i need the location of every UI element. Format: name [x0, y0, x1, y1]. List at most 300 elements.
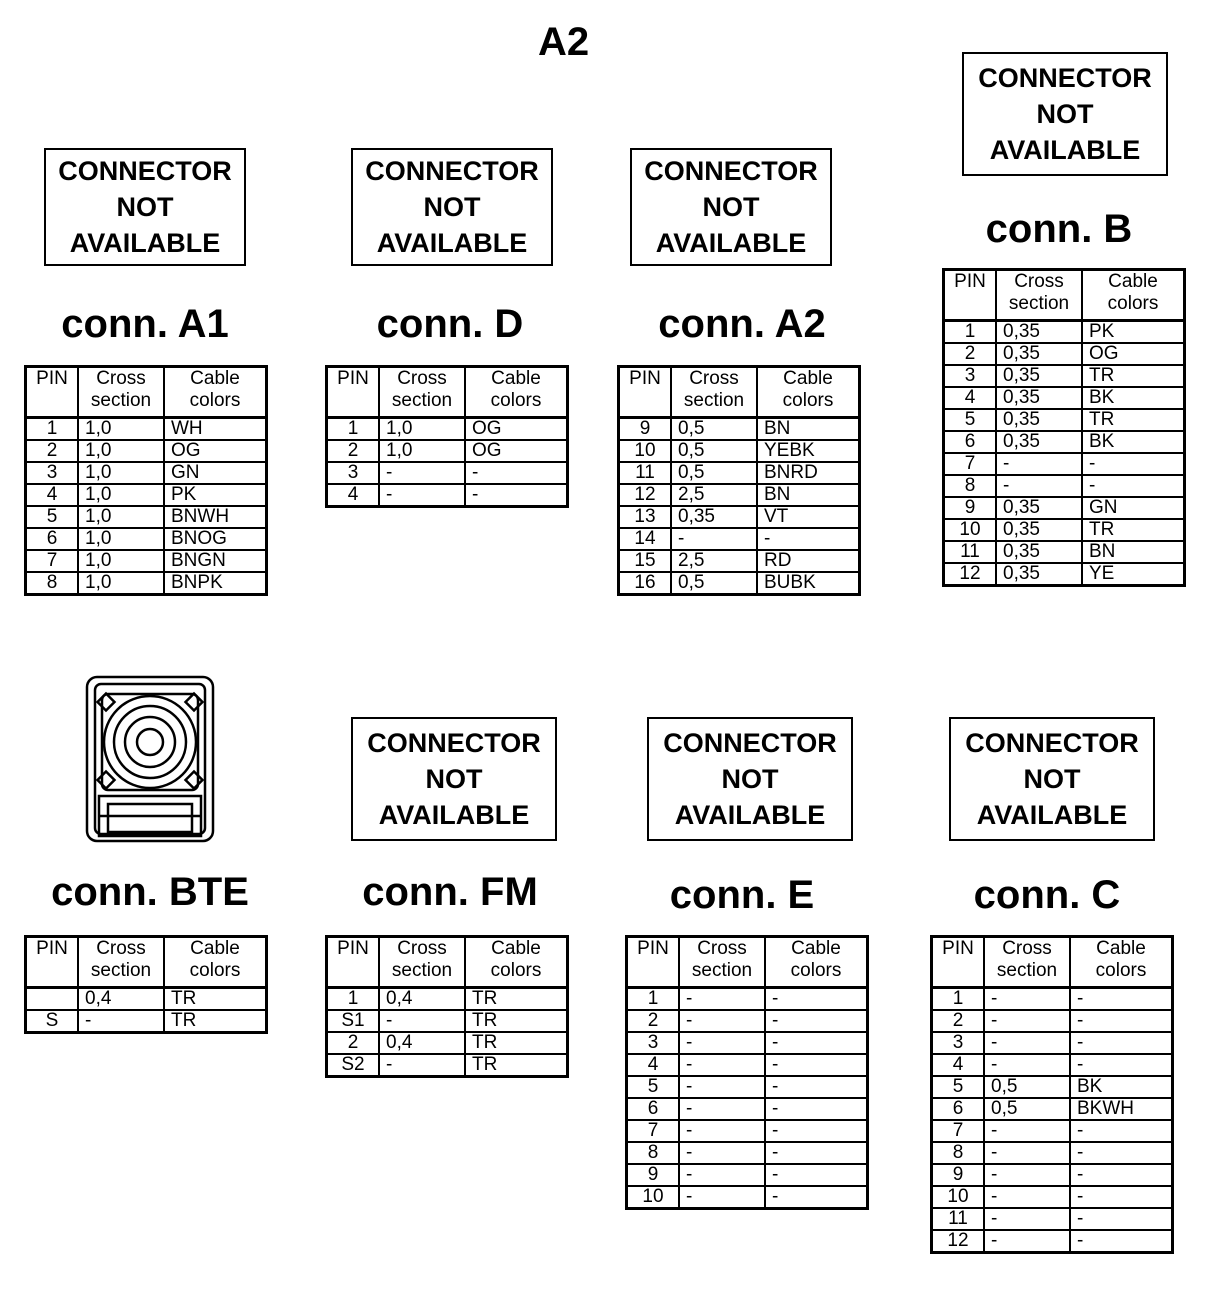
cable-color-cell: - [765, 1186, 868, 1209]
pin-cell: 4 [327, 484, 380, 507]
cross-section-header-text: Cross [697, 938, 747, 959]
table-row [619, 506, 860, 528]
table-row [327, 988, 568, 1011]
table-row [327, 484, 568, 507]
table-row [627, 1186, 868, 1209]
table-row [932, 1076, 1173, 1098]
pin-header-text: PIN [337, 368, 369, 389]
cross-section-header-text: Cross [1014, 271, 1064, 292]
cable-color-cell: TR [465, 1032, 568, 1054]
table-row [26, 484, 267, 506]
table-row [627, 1010, 868, 1032]
table-row [944, 365, 1185, 387]
cable-color-cell: GN [164, 462, 267, 484]
na-line-1: CONNECTOR [663, 728, 837, 758]
cable-color-cell: - [765, 1142, 868, 1164]
na-line-1: CONNECTOR [58, 156, 232, 186]
pin-cell: 8 [944, 475, 997, 497]
cable-color-cell: OG [164, 440, 267, 462]
cross-section-cell: 0,4 [78, 988, 164, 1011]
pin-cell: 14 [619, 528, 672, 550]
pin-cell: 1 [932, 988, 985, 1011]
conn-title-b: conn. B [985, 207, 1133, 251]
table-row [627, 1142, 868, 1164]
cable-color-cell: - [1082, 475, 1185, 497]
pin-cell: 2 [327, 1032, 380, 1054]
table-row [619, 572, 860, 595]
table-row [627, 1164, 868, 1186]
cross-section-header [379, 367, 465, 418]
table-row [627, 1076, 868, 1098]
cross-section-cell: - [679, 1164, 765, 1186]
cross-section-cell: 0,5 [671, 440, 757, 462]
cable-color-cell: RD [757, 550, 860, 572]
cross-section-cell: 0,5 [671, 418, 757, 441]
pin-cell: 6 [26, 528, 79, 550]
cross-section-header-text: section [90, 960, 152, 981]
cable-colors-header [164, 367, 267, 418]
pin-cell: 12 [944, 563, 997, 586]
cross-section-cell: 0,35 [996, 541, 1082, 563]
cross-section-cell: 0,4 [379, 1032, 465, 1054]
table-row [327, 1010, 568, 1032]
cross-section-header-text: Cross [397, 938, 447, 959]
pin-header [944, 270, 997, 321]
cable-colors-header-text: Cable [190, 368, 240, 389]
cross-section-cell: 0,35 [996, 563, 1082, 586]
pin-cell: 9 [627, 1164, 680, 1186]
table-row [944, 321, 1185, 344]
pin-cell: 15 [619, 550, 672, 572]
cable-colors-header-text: Cable [1108, 271, 1158, 292]
conn-title-e: conn. E [669, 873, 815, 917]
cable-colors-header [164, 937, 267, 988]
table-row [26, 506, 267, 528]
cross-section-cell: - [996, 475, 1082, 497]
pin-header [619, 367, 672, 418]
table-row [619, 528, 860, 550]
connector-not-available-e [647, 717, 853, 841]
cross-section-header-text: section [1008, 293, 1070, 314]
na-line-2: NOT [721, 764, 779, 794]
table-row [327, 440, 568, 462]
cross-section-header-text: Cross [689, 368, 739, 389]
connector-not-available-b [962, 52, 1168, 176]
pin-cell: 1 [944, 321, 997, 344]
na-line-3: AVAILABLE [674, 800, 826, 830]
table-row [944, 475, 1185, 497]
pin-table-b [942, 268, 1186, 587]
pin-cell: 1 [26, 418, 79, 441]
cross-section-cell: - [984, 1164, 1070, 1186]
cross-section-header-text: section [391, 390, 453, 411]
na-line-3: AVAILABLE [376, 228, 528, 258]
cross-section-cell: 0,35 [996, 409, 1082, 431]
cable-color-cell: - [1070, 1120, 1173, 1142]
table-row [619, 484, 860, 506]
cross-section-header [679, 937, 765, 988]
pin-table-bte [24, 935, 268, 1034]
conn-title-c: conn. C [973, 873, 1121, 917]
pin-cell: 7 [627, 1120, 680, 1142]
table-row [932, 1142, 1173, 1164]
cable-color-cell: WH [164, 418, 267, 441]
pin-cell: 5 [944, 409, 997, 431]
table-row [944, 409, 1185, 431]
cable-color-cell: - [1082, 453, 1185, 475]
cable-color-cell: - [757, 528, 860, 550]
pin-cell: 4 [627, 1054, 680, 1076]
pin-header-text: PIN [637, 938, 669, 959]
cross-section-header-text: Cross [96, 368, 146, 389]
na-line-1: CONNECTOR [978, 63, 1152, 93]
pin-cell: 4 [932, 1054, 985, 1076]
cross-section-cell: - [379, 1054, 465, 1077]
cross-section-cell: 1,0 [78, 484, 164, 506]
cross-section-cell: - [679, 1010, 765, 1032]
cross-section-cell: 0,5 [984, 1098, 1070, 1120]
cross-section-cell: - [679, 1142, 765, 1164]
cable-colors-header [765, 937, 868, 988]
cable-color-cell: OG [1082, 343, 1185, 365]
cross-section-cell: - [679, 1032, 765, 1054]
bte-connector-drawing [82, 674, 218, 846]
cross-section-cell: - [671, 528, 757, 550]
pin-cell: 11 [619, 462, 672, 484]
cable-color-cell: - [1070, 1186, 1173, 1208]
table-row [944, 541, 1185, 563]
na-line-2: NOT [1036, 99, 1094, 129]
pin-table-a1 [24, 365, 268, 596]
table-row [26, 1010, 267, 1033]
cross-section-cell: 0,35 [996, 387, 1082, 409]
pin-header [26, 367, 79, 418]
table-row [26, 418, 267, 441]
cross-section-cell: - [996, 453, 1082, 475]
pin-cell: 8 [932, 1142, 985, 1164]
cable-color-cell: BK [1070, 1076, 1173, 1098]
cross-section-header [996, 270, 1082, 321]
cable-colors-header-text: Cable [783, 368, 833, 389]
cross-section-cell: - [984, 1186, 1070, 1208]
pin-cell: 10 [619, 440, 672, 462]
cable-color-cell: TR [1082, 409, 1185, 431]
cable-colors-header-text: colors [1107, 293, 1159, 314]
pin-cell: 1 [627, 988, 680, 1011]
cable-color-cell: - [1070, 1032, 1173, 1054]
pin-header-text: PIN [629, 368, 661, 389]
cable-colors-header-text: colors [490, 390, 542, 411]
pin-cell: 4 [944, 387, 997, 409]
cross-section-cell: 1,0 [379, 418, 465, 441]
na-line-2: NOT [116, 192, 174, 222]
cross-section-cell: - [679, 1186, 765, 1209]
pin-cell: 7 [26, 550, 79, 572]
pin-header-text: PIN [942, 938, 974, 959]
cable-colors-header-text: colors [1095, 960, 1147, 981]
pin-cell: 7 [944, 453, 997, 475]
cross-section-header [78, 367, 164, 418]
cable-color-cell: YEBK [757, 440, 860, 462]
cable-color-cell: - [1070, 988, 1173, 1011]
table-row [932, 1164, 1173, 1186]
pin-table-c [930, 935, 1174, 1254]
cross-section-cell: - [679, 988, 765, 1011]
table-row [944, 453, 1185, 475]
conn-title-a2: conn. A2 [658, 302, 826, 346]
cable-color-cell: TR [1082, 519, 1185, 541]
cable-colors-header [1070, 937, 1173, 988]
pin-cell: 5 [932, 1076, 985, 1098]
pin-cell: 12 [932, 1230, 985, 1253]
cable-color-cell: BNOG [164, 528, 267, 550]
table-row [932, 1186, 1173, 1208]
cross-section-cell: - [379, 484, 465, 507]
pin-cell: 16 [619, 572, 672, 595]
cross-section-header [78, 937, 164, 988]
table-row [26, 462, 267, 484]
table-row [932, 1032, 1173, 1054]
pin-cell: 6 [932, 1098, 985, 1120]
pin-table-a2 [617, 365, 861, 596]
pin-cell: 5 [627, 1076, 680, 1098]
pin-header-text: PIN [36, 368, 68, 389]
cross-section-cell: - [984, 1032, 1070, 1054]
cable-color-cell: - [765, 1054, 868, 1076]
cross-section-cell: - [984, 1054, 1070, 1076]
table-row [932, 1054, 1173, 1076]
na-line-1: CONNECTOR [965, 728, 1139, 758]
pin-cell: 5 [26, 506, 79, 528]
table-row [944, 497, 1185, 519]
table-row [619, 418, 860, 441]
cable-color-cell: YE [1082, 563, 1185, 586]
table-row [932, 1230, 1173, 1253]
cross-section-header-text: section [691, 960, 753, 981]
pin-cell: 3 [944, 365, 997, 387]
cable-color-cell: - [1070, 1164, 1173, 1186]
connector-not-available-a2 [630, 148, 832, 266]
table-row [327, 1054, 568, 1077]
pin-cell: 9 [619, 418, 672, 441]
pin-cell: 9 [932, 1164, 985, 1186]
table-row [627, 1098, 868, 1120]
pin-header-text: PIN [337, 938, 369, 959]
table-row [327, 1032, 568, 1054]
pin-table-fm [325, 935, 569, 1078]
cable-colors-header [465, 367, 568, 418]
cable-color-cell: PK [1082, 321, 1185, 344]
pin-cell: 11 [932, 1208, 985, 1230]
cross-section-cell: 0,5 [984, 1076, 1070, 1098]
cross-section-cell: - [679, 1054, 765, 1076]
pin-cell: 2 [932, 1010, 985, 1032]
cable-color-cell: OG [465, 418, 568, 441]
pin-table-d [325, 365, 569, 508]
na-line-2: NOT [423, 192, 481, 222]
pin-cell: S [26, 1010, 79, 1033]
cable-colors-header-text: colors [189, 390, 241, 411]
pin-cell [26, 988, 79, 1011]
table-row [944, 387, 1185, 409]
pin-cell: 10 [944, 519, 997, 541]
cross-section-cell: 1,0 [78, 550, 164, 572]
table-row [932, 1120, 1173, 1142]
cable-color-cell: BNPK [164, 572, 267, 595]
na-line-1: CONNECTOR [365, 156, 539, 186]
cable-colors-header-text: colors [790, 960, 842, 981]
cross-section-cell: 2,5 [671, 484, 757, 506]
cable-color-cell: - [465, 462, 568, 484]
cross-section-header-text: Cross [1002, 938, 1052, 959]
cable-color-cell: BUBK [757, 572, 860, 595]
cable-colors-header-text: Cable [491, 938, 541, 959]
cross-section-cell: 1,0 [78, 572, 164, 595]
pin-cell: 9 [944, 497, 997, 519]
table-row [619, 550, 860, 572]
conn-title-a1: conn. A1 [61, 302, 229, 346]
cross-section-cell: 2,5 [671, 550, 757, 572]
cable-color-cell: - [765, 1010, 868, 1032]
cable-color-cell: BNWH [164, 506, 267, 528]
cable-color-cell: TR [465, 988, 568, 1011]
cross-section-cell: - [379, 1010, 465, 1032]
cross-section-cell: - [679, 1120, 765, 1142]
pin-header [327, 367, 380, 418]
cross-section-cell: 0,5 [671, 572, 757, 595]
connector-not-available-a1 [44, 148, 246, 266]
cable-color-cell: BNRD [757, 462, 860, 484]
cable-color-cell: BN [757, 484, 860, 506]
pin-cell: 3 [627, 1032, 680, 1054]
cable-colors-header-text: Cable [791, 938, 841, 959]
cable-colors-header [757, 367, 860, 418]
cable-color-cell: - [1070, 1208, 1173, 1230]
table-row [26, 528, 267, 550]
cross-section-cell: 0,35 [996, 519, 1082, 541]
cable-color-cell: PK [164, 484, 267, 506]
pin-cell: 3 [327, 462, 380, 484]
cable-color-cell: - [1070, 1010, 1173, 1032]
connector-not-available-c [949, 717, 1155, 841]
pin-cell: 1 [327, 988, 380, 1011]
pin-cell: 7 [932, 1120, 985, 1142]
pin-cell: 8 [26, 572, 79, 595]
cross-section-cell: - [78, 1010, 164, 1033]
cable-color-cell: - [765, 988, 868, 1011]
na-line-1: CONNECTOR [367, 728, 541, 758]
pin-header [327, 937, 380, 988]
conn-title-fm: conn. FM [362, 870, 538, 914]
cross-section-cell: - [984, 1120, 1070, 1142]
pin-cell: S2 [327, 1054, 380, 1077]
cable-color-cell: VT [757, 506, 860, 528]
table-row [619, 462, 860, 484]
table-row [26, 440, 267, 462]
pin-cell: 6 [627, 1098, 680, 1120]
cross-section-cell: 0,35 [996, 343, 1082, 365]
pin-table-e [625, 935, 869, 1210]
cross-section-cell: 1,0 [78, 462, 164, 484]
pin-header [932, 937, 985, 988]
na-line-3: AVAILABLE [989, 135, 1141, 165]
na-line-3: AVAILABLE [378, 800, 530, 830]
pin-header [26, 937, 79, 988]
table-row [627, 1032, 868, 1054]
cable-colors-header-text: Cable [190, 938, 240, 959]
table-row [932, 1208, 1173, 1230]
cross-section-cell: 1,0 [78, 528, 164, 550]
cable-colors-header-text: Cable [491, 368, 541, 389]
cable-color-cell: BNGN [164, 550, 267, 572]
table-row [932, 988, 1173, 1011]
cable-color-cell: GN [1082, 497, 1185, 519]
pin-cell: 3 [932, 1032, 985, 1054]
cross-section-cell: 0,5 [671, 462, 757, 484]
cross-section-cell: 0,35 [996, 431, 1082, 453]
cross-section-cell: 0,4 [379, 988, 465, 1011]
table-row [26, 550, 267, 572]
cross-section-cell: - [984, 988, 1070, 1011]
cross-section-header [379, 937, 465, 988]
table-row [327, 462, 568, 484]
cross-section-header-text: Cross [96, 938, 146, 959]
na-line-3: AVAILABLE [976, 800, 1128, 830]
cross-section-cell: 1,0 [78, 440, 164, 462]
na-line-1: CONNECTOR [644, 156, 818, 186]
table-row [944, 343, 1185, 365]
cable-color-cell: TR [164, 1010, 267, 1033]
cable-color-cell: - [1070, 1142, 1173, 1164]
connector-not-available-fm [351, 717, 557, 841]
cable-colors-header-text: colors [490, 960, 542, 981]
table-row [944, 431, 1185, 453]
cross-section-cell: - [379, 462, 465, 484]
cable-colors-header [465, 937, 568, 988]
cross-section-cell: - [679, 1098, 765, 1120]
cable-color-cell: TR [164, 988, 267, 1011]
table-row [944, 563, 1185, 586]
cable-color-cell: - [1070, 1230, 1173, 1253]
cable-color-cell: BKWH [1070, 1098, 1173, 1120]
cable-color-cell: OG [465, 440, 568, 462]
cross-section-cell: - [984, 1010, 1070, 1032]
cross-section-cell: - [984, 1142, 1070, 1164]
cross-section-cell: - [984, 1230, 1070, 1253]
pin-cell: 8 [627, 1142, 680, 1164]
cable-color-cell: - [765, 1098, 868, 1120]
cable-color-cell: - [765, 1032, 868, 1054]
na-line-3: AVAILABLE [69, 228, 221, 258]
pin-cell: 11 [944, 541, 997, 563]
cable-color-cell: - [1070, 1054, 1173, 1076]
pin-cell: 6 [944, 431, 997, 453]
na-line-3: AVAILABLE [655, 228, 807, 258]
na-line-2: NOT [1023, 764, 1081, 794]
cable-color-cell: - [765, 1164, 868, 1186]
table-row [26, 988, 267, 1011]
pin-cell: 3 [26, 462, 79, 484]
table-row [627, 1054, 868, 1076]
table-row [619, 440, 860, 462]
cross-section-header [984, 937, 1070, 988]
cable-color-cell: TR [465, 1010, 568, 1032]
table-row [932, 1010, 1173, 1032]
pin-cell: 12 [619, 484, 672, 506]
pin-cell: S1 [327, 1010, 380, 1032]
cross-section-cell: 1,0 [78, 418, 164, 441]
conn-title-bte: conn. BTE [51, 870, 249, 914]
